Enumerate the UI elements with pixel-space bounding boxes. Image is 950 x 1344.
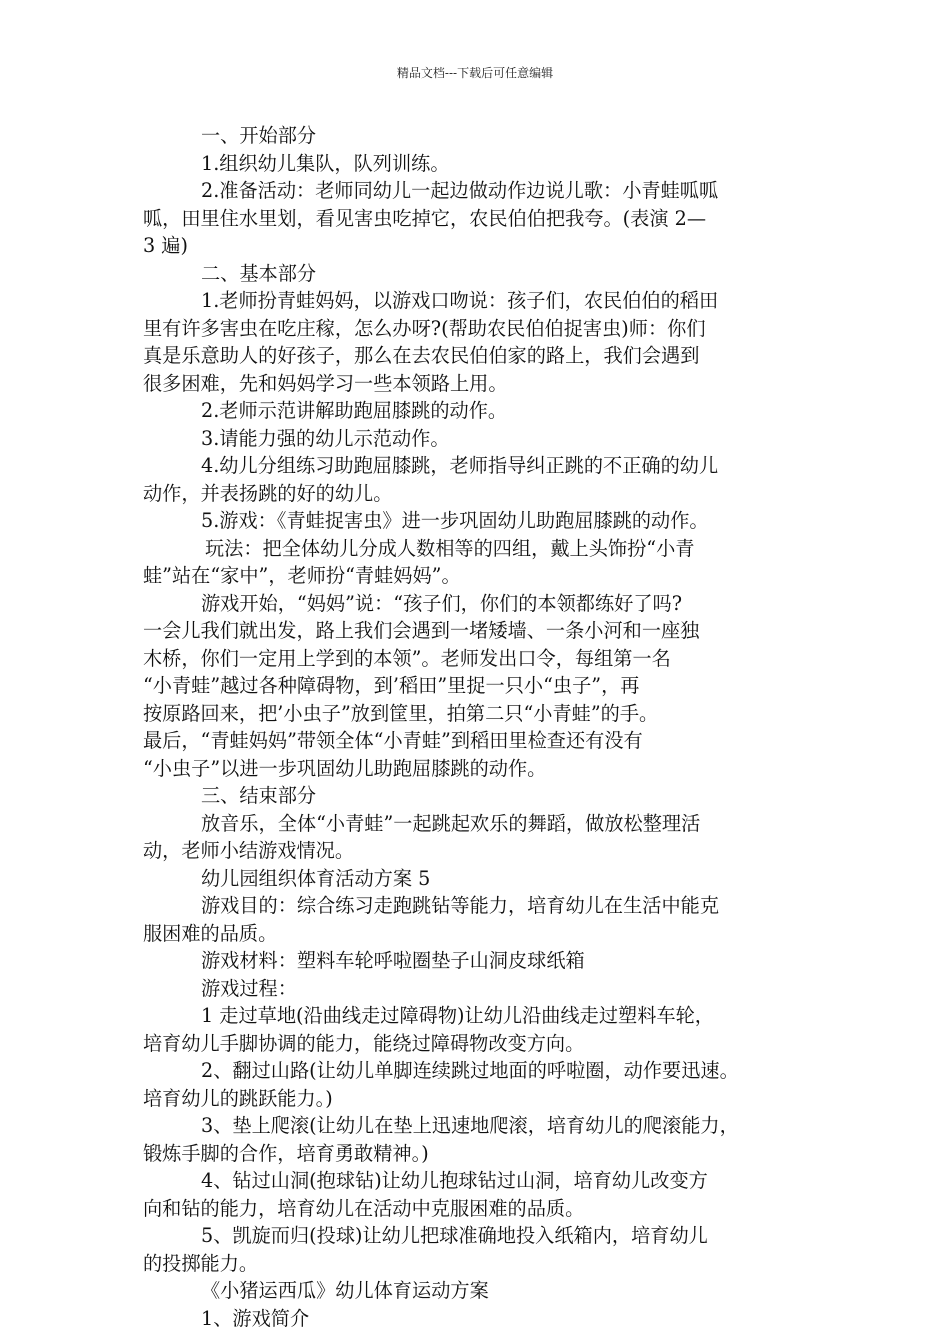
document-body [143, 122, 833, 1332]
text-line: 1、游戏简介 [201, 1306, 310, 1330]
text-line: 3.请能力强的幼儿示范动作。 [201, 426, 450, 450]
text-line: 幼儿园组织体育活动方案 5 [201, 866, 431, 890]
text-line: 很多困难，先和妈妈学习一些本领路上用。 [143, 371, 508, 395]
text-line: 2.准备活动：老师同幼儿一起边做动作边说儿歌：小青蛙呱呱 [201, 179, 719, 202]
text-line: 按原路回来，把’小虫子”放到筐里，拍第二只“小青蛙”的手。 [143, 701, 659, 725]
text-line: 最后，“青蛙妈妈”带领全体“小青蛙”到稻田里检查还有没有 [143, 729, 643, 752]
text-line: 游戏目的：综合练习走跑跳钻等能力，培育幼儿在生活中能克 [201, 894, 720, 917]
text-line: 3 遍) [143, 234, 188, 257]
text-line: 2.老师示范讲解助跑屈膝跳的动作。 [201, 399, 508, 422]
text-line: 3、垫上爬滚(让幼儿在垫上迅速地爬滚，培育幼儿的爬滚能力， [201, 1114, 739, 1137]
text-line: 玩法：把全体幼儿分成人数相等的四组，戴上头饰扮“小青 [205, 536, 695, 560]
text-line: 一会儿我们就出发，路上我们会遇到一堵矮墙、一条小河和一座独 [143, 619, 700, 642]
text-line: 真是乐意助人的好孩子，那么在去农民伯伯家的路上，我们会遇到 [143, 344, 700, 367]
text-line: 里有许多害虫在吃庄稼，怎么办呀?(帮助农民伯伯捉害虫)师：你们 [143, 316, 706, 340]
text-line: “小青蛙”越过各种障碍物，到’稻田”里捉一只小“虫子”，再 [143, 674, 640, 697]
text-line: 5.游戏：《青蛙捉害虫》进一步巩固幼儿助跑屈膝跳的动作。 [201, 509, 709, 532]
text-line: 的投掷能力。 [143, 1251, 259, 1275]
text-line: 放音乐，全体“小青蛙”一起跳起欢乐的舞蹈，做放松整理活 [201, 811, 701, 835]
text-line: 1.组织幼儿集队，队列训练。 [201, 151, 450, 175]
text-line: 向和钻的能力，培育幼儿在活动中克服困难的品质。 [143, 1196, 585, 1220]
text-line: 锻炼手脚的合作，培育勇敢精神。) [143, 1141, 429, 1165]
text-line: 木桥，你们一定用上学到的本领”。老师发出口令，每组第一名 [143, 646, 671, 670]
text-line: 蛙”站在“家中”，老师扮“青蛙妈妈”。 [143, 564, 461, 587]
text-line: 二、基本部分 [201, 261, 317, 285]
text-line: 三、结束部分 [201, 784, 317, 807]
text-line: 1 走过草地(沿曲线走过障碍物)让幼儿沿曲线走过塑料车轮， [201, 1004, 714, 1027]
text-line: 呱，田里住水里划，看见害虫吃掉它，农民伯伯把我夸。(表演 2— [143, 206, 707, 230]
text-line: 动，老师小结游戏情况。 [143, 839, 355, 862]
text-line: 动作，并表扬跳的好的幼儿。 [143, 481, 393, 505]
text-line: “小虫子”以进一步巩固幼儿助跑屈膝跳的动作。 [143, 756, 547, 780]
text-line: 培育幼儿手脚协调的能力，能绕过障碍物改变方向。 [143, 1031, 585, 1055]
text-line: 2、翻过山路(让幼儿单脚连续跳过地面的呼啦圈，动作要迅速。 [201, 1059, 739, 1082]
text-line: 4.幼儿分组练习助跑屈膝跳，老师指导纠正跳的不正确的幼儿 [201, 454, 719, 477]
page-header: 精品文档---下载后可任意编辑 [396, 66, 554, 80]
text-line: 服困难的品质。 [143, 921, 278, 945]
text-line: 4、钻过山洞(抱球钻)让幼儿抱球钻过山洞，培育幼儿改变方 [201, 1169, 708, 1192]
text-line: 游戏开始，“妈妈”说：“孩子们，你们的本领都练好了吗? [201, 591, 683, 615]
text-line: 游戏过程： [201, 976, 297, 1000]
text-line: 《小猪运西瓜》幼儿体育运动方案 [201, 1279, 489, 1302]
text-line: 培育幼儿的跳跃能力。) [143, 1086, 333, 1110]
text-line: 1.老师扮青蛙妈妈，以游戏口吻说：孩子们，农民伯伯的稻田 [201, 289, 719, 312]
text-line: 一、开始部分 [201, 124, 317, 147]
text-line: 游戏材料：塑料车轮呼啦圈垫子山洞皮球纸箱 [201, 949, 585, 972]
text-line: 5、凯旋而归(投球)让幼儿把球准确地投入纸箱内，培育幼儿 [201, 1224, 708, 1247]
